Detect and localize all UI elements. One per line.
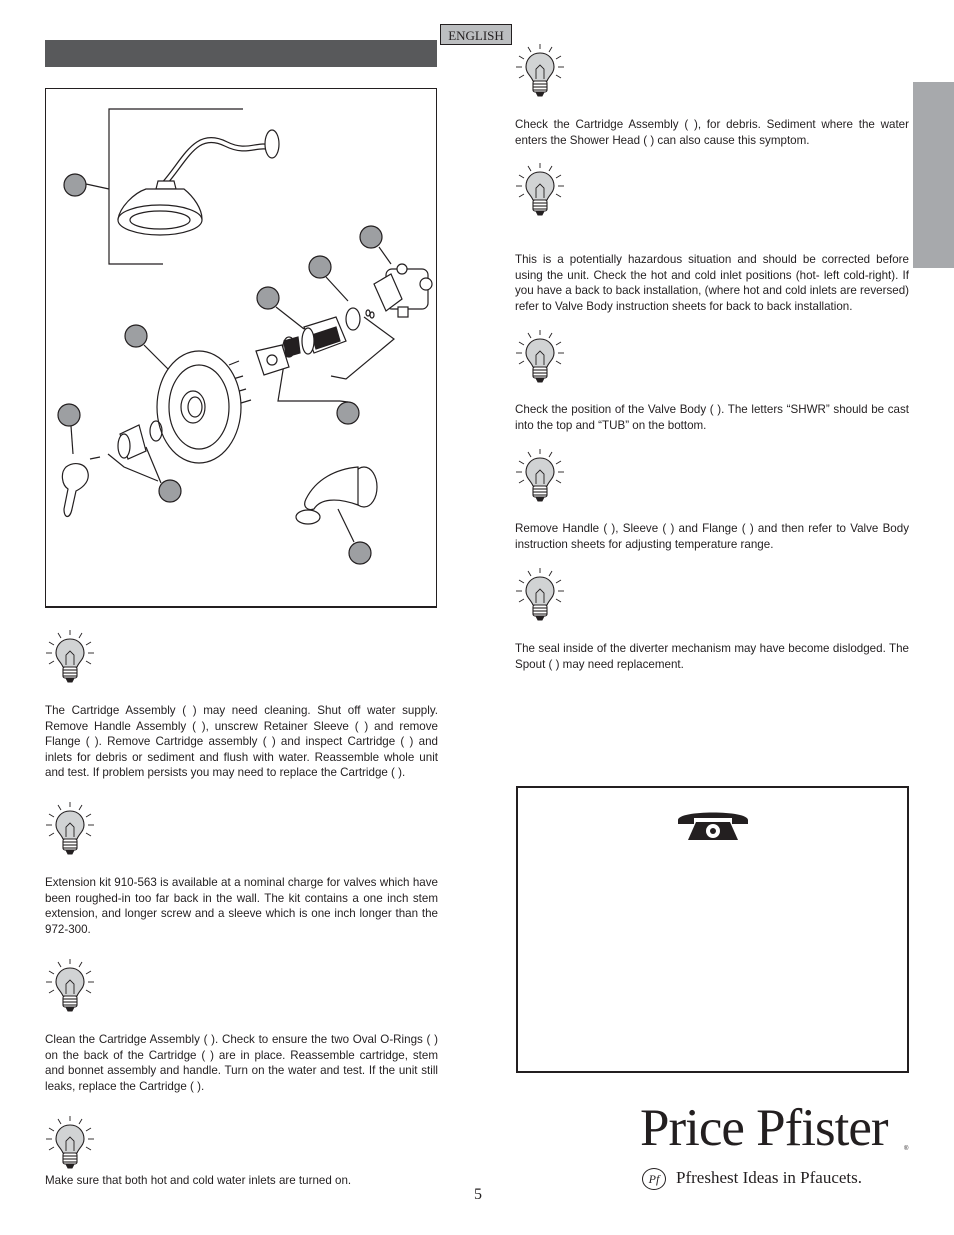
parts-diagram: [45, 88, 437, 608]
lightbulb-icon: [514, 327, 566, 385]
price-pfister-logo: [640, 1098, 912, 1196]
language-tag: ENGLISH: [440, 24, 512, 45]
exploded-view-illustration: [46, 89, 438, 609]
lightbulb-icon: [44, 956, 96, 1014]
logo-monogram: Pf: [642, 1168, 666, 1190]
lightbulb-icon: [514, 41, 566, 99]
logo-tagline: Pfreshest Ideas in Pfaucets.: [676, 1168, 863, 1187]
troubleshooting-tip: Make sure that both hot and cold water inlets are turned on.: [45, 1174, 352, 1187]
troubleshooting-tip: The Cartridge Assembly ( ) may need cleaning. Shut off water supply. Remove Handle Assembly ( ), unscrew Retainer Sleeve ( ) and remove Flange ( ). Remove Cartridge assembly ( ) and inspect Cartridge ( ) and inlets for debris or sediment and flush with water. Reassemble whole unit and test. If problem persists you may need to replace the Cartridge ( ).: [45, 704, 438, 779]
lightbulb-icon: [514, 565, 566, 623]
contact-box: [516, 786, 909, 1073]
troubleshooting-tip: Extension kit 910-563 is available at a nominal charge for valves which have been roughed-in too far back in the wall. The kit contains a one inch stem extension, and longer screw and a sleeve which is one inch longer than the 972-300.: [45, 876, 438, 936]
troubleshooting-tip: Clean the Cartridge Assembly ( ). Check to ensure the two Oval O-Rings ( ) on the back of the Cartridge ( ) are in place. Reassemble cartridge, stem and bonnet assembly and handle. Turn on the water and test. If the unit still leaks, replace the Cartridge ( ).: [45, 1033, 438, 1093]
troubleshooting-tip: This is a potentially hazardous situation and should be corrected before using the unit. Check the hot and cold inlet positions (hot- left cold-right). If you have a back to back installation, (where hot and cold inlets are reversed) refer to Valve Body instruction sheets for back to back installation.: [515, 253, 909, 313]
lightbulb-icon: [44, 627, 96, 685]
telephone-icon: [674, 806, 752, 846]
lightbulb-icon: [44, 1113, 96, 1171]
troubleshooting-tip: Check the Cartridge Assembly ( ), for debris. Sediment where the water enters the Shower Head ( ) can also cause this symptom.: [515, 118, 909, 147]
lightbulb-icon: [514, 160, 566, 218]
lightbulb-icon: [44, 799, 96, 857]
page-number: 5: [474, 1186, 482, 1203]
registered-mark: ®: [904, 1146, 909, 1152]
logo-wordmark: Price Pfister: [640, 1099, 888, 1157]
troubleshooting-tip: The seal inside of the diverter mechanism may have become dislodged. The Spout ( ) may need replacement.: [515, 642, 909, 671]
side-tab: [913, 82, 954, 268]
section-title-bar: [45, 40, 437, 67]
lightbulb-icon: [514, 446, 566, 504]
troubleshooting-tip: Check the position of the Valve Body ( ). The letters “SHWR” should be cast into the top and “TUB” on the bottom.: [515, 403, 909, 432]
troubleshooting-tip: Remove Handle ( ), Sleeve ( ) and Flange ( ) and then refer to Valve Body instruction sheets for adjusting temperature range.: [515, 522, 909, 551]
